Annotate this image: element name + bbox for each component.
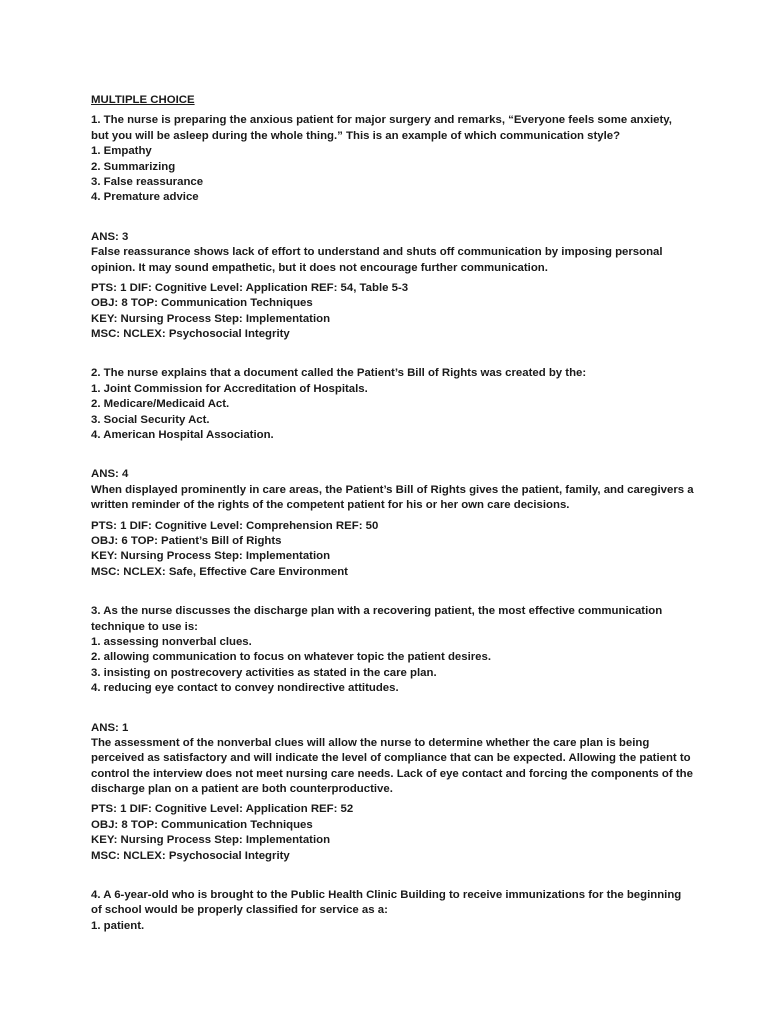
meta-line: MSC: NCLEX: Safe, Effective Care Environment [91,565,348,578]
answer-option: 3. False reassurance [91,175,204,188]
rationale-line: False reassurance shows lack of effort to understand and shuts off communication by imposing personal [91,246,663,259]
question-2 [91,366,768,580]
rationale-line: discharge plan on a patient are both counterproductive. [91,783,393,796]
meta-line: MSC: NCLEX: Psychosocial Integrity [91,849,290,862]
answer-option: 4. reducing eye contact to convey nondirective attitudes. [91,682,399,695]
meta-line: PTS: 1 DIF: Cognitive Level: Comprehension REF: 50 [91,519,379,532]
rationale-line: perceived as satisfactory and will indicate the level of compliance that can be expected. Allowing the patient to [91,752,691,765]
rationale-line: control the interview does not meet nursing care needs. Lack of eye contact and forcing the components of the [91,767,693,780]
question-stem: 4. A 6-year-old who is brought to the Public Health Clinic Building to receive immunizations for the beginning [91,889,682,902]
question-1 [91,113,768,342]
rationale-line: written reminder of the rights of the competent patient for his or her own care decisions. [91,499,570,512]
meta-line: OBJ: 8 TOP: Communication Techniques [91,818,313,831]
meta-line: KEY: Nursing Process Step: Implementation [91,312,331,325]
question-3 [91,604,768,864]
question-stem: 3. As the nurse discusses the discharge plan with a recovering patient, the most effective communication [91,605,663,618]
question-stem: 1. The nurse is preparing the anxious patient for major surgery and remarks, “Everyone feels some anxiety, [91,114,672,127]
answer-option: 1. assessing nonverbal clues. [91,635,252,648]
question-4 [91,888,768,934]
section-heading: MULTIPLE CHOICE [91,94,195,106]
question-stem: but you will be asleep during the whole thing.” This is an example of which communication style? [91,129,621,142]
question-stem: 2. The nurse explains that a document called the Patient’s Bill of Rights was created by the: [91,367,587,380]
rationale-line: opinion. It may sound empathetic, but it does not encourage further communication. [91,261,548,274]
question-stem: technique to use is: [91,620,198,633]
answer-key: ANS: 3 [91,230,129,243]
answer-option: 1. Joint Commission for Accreditation of Hospitals. [91,382,368,395]
meta-line: OBJ: 6 TOP: Patient’s Bill of Rights [91,534,282,547]
question-stem: of school would be properly classified for service as a: [91,904,388,917]
meta-line: PTS: 1 DIF: Cognitive Level: Application REF: 52 [91,803,354,816]
answer-key: ANS: 1 [91,721,129,734]
answer-option: 3. insisting on postrecovery activities as stated in the care plan. [91,666,437,679]
meta-line: PTS: 1 DIF: Cognitive Level: Application REF: 54, Table 5-3 [91,281,409,294]
rationale-line: The assessment of the nonverbal clues will allow the nurse to determine whether the care plan is being [91,736,650,749]
answer-option: 4. Premature advice [91,191,199,204]
document [91,93,768,934]
meta-line: OBJ: 8 TOP: Communication Techniques [91,297,313,310]
answer-option: 2. Summarizing [91,160,176,173]
answer-option: 1. patient. [91,919,145,932]
rationale-line: When displayed prominently in care areas, the Patient’s Bill of Rights gives the patient, family, and caregivers a [91,483,694,496]
meta-line: MSC: NCLEX: Psychosocial Integrity [91,328,290,341]
answer-option: 4. American Hospital Association. [91,429,274,442]
meta-line: KEY: Nursing Process Step: Implementation [91,550,331,563]
answer-option: 2. allowing communication to focus on whatever topic the patient desires. [91,651,492,664]
meta-line: KEY: Nursing Process Step: Implementation [91,834,331,847]
answer-option: 1. Empathy [91,145,152,158]
answer-key: ANS: 4 [91,468,129,481]
answer-option: 3. Social Security Act. [91,413,210,426]
answer-option: 2. Medicare/Medicaid Act. [91,398,230,411]
